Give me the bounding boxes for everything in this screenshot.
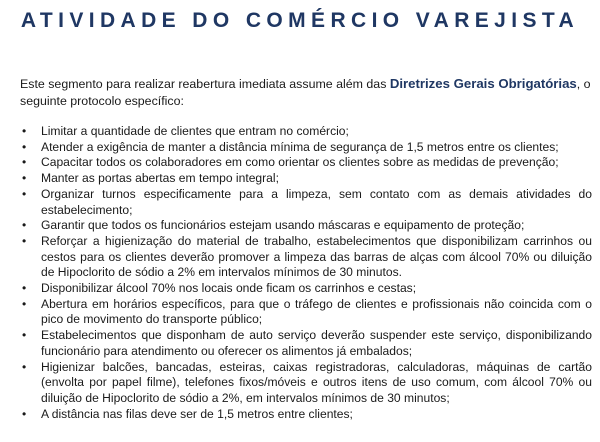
- protocol-list: [20, 124, 592, 422]
- bullet-icon: •: [22, 233, 27, 248]
- list-item: [20, 407, 592, 423]
- list-item-text: A distância nas filas deve ser de 1,5 metros entre clientes;: [41, 406, 353, 421]
- list-item-text: Abertura em horários específicos, para que o tráfego de clientes e profissionais não coincida com o pico de movimento do transporte público;: [41, 296, 592, 327]
- list-item-text: Limitar a quantidade de clientes que entram no comércio;: [41, 124, 349, 138]
- list-item: [20, 360, 592, 407]
- bullet-icon: •: [22, 218, 27, 233]
- list-item-text: Disponibilizar álcool 70% nos locais onde ficam os carrinhos e cestas;: [41, 281, 417, 296]
- bullet-icon: •: [22, 296, 27, 311]
- list-item-text: Manter as portas abertas em tempo integral;: [41, 171, 279, 186]
- intro-text-after: , o seguinte protocolo específico:: [20, 77, 591, 108]
- intro-highlight: Diretrizes Gerais Obrigatórias: [389, 76, 577, 91]
- list-item-text: Capacitar todos os colaboradores em como orientar os clientes sobre as medidas de prevenção;: [41, 155, 559, 170]
- bullet-icon: •: [22, 359, 27, 374]
- list-item-text: Estabelecimentos que disponham de auto serviço deverão suspender este serviço, disponibilizando funcionário para atendimento ou oferecer os alimentos já embalados;: [41, 328, 592, 358]
- list-item: [20, 218, 592, 234]
- bullet-icon: •: [22, 281, 27, 296]
- list-item: [20, 171, 592, 187]
- bullet-icon: •: [22, 328, 27, 343]
- list-item: [20, 328, 592, 359]
- intro-paragraph: [20, 75, 594, 110]
- list-item-text: Garantir que todos os funcionários estejam usando máscaras e equipamento de proteção;: [41, 218, 525, 233]
- bullet-icon: •: [22, 406, 27, 421]
- list-item: [20, 140, 592, 156]
- bullet-icon: •: [22, 124, 27, 138]
- list-item: [20, 234, 592, 281]
- list-item-text: Atender a exigência de manter a distância mínima de segurança de 1,5 metros entre os clientes;: [41, 139, 559, 154]
- list-item: [20, 155, 592, 171]
- list-item: [20, 187, 592, 218]
- page-title: ATIVIDADE DO COMÉRCIO VAREJISTA: [20, 9, 580, 32]
- bullet-icon: •: [22, 186, 27, 201]
- list-item-text: Organizar turnos especificamente para a limpeza, sem contato com as demais atividades do estabelecimento;: [41, 186, 592, 217]
- intro-text-before: Este segmento para realizar reabertura imediata assume além das: [20, 77, 390, 91]
- list-item: [20, 297, 592, 328]
- list-item: [20, 124, 592, 140]
- bullet-icon: •: [22, 171, 27, 186]
- bullet-icon: •: [22, 155, 27, 170]
- list-item-text: Reforçar a higienização do material de trabalho, estabelecimentos que disponibilizam carrinhos ou cestos para os clientes deverão promover a limpeza das barras de alças com álcool 70% ou diluição de Hipoclorito de sódio a 2% em intervalos mínimos de 30 minutos.: [41, 233, 592, 280]
- bullet-icon: •: [22, 139, 27, 154]
- list-item: [20, 281, 592, 297]
- list-item-text: Higienizar balcões, bancadas, esteiras, caixas registradoras, calculadoras, máquinas de cartão (envolta por papel filme), telefones fixos/móveis e outros itens de uso comum, com álcool 70% ou diluição de Hipoclorito de sódio a 2%, em intervalos mínimos de 30 minutos;: [41, 359, 592, 405]
